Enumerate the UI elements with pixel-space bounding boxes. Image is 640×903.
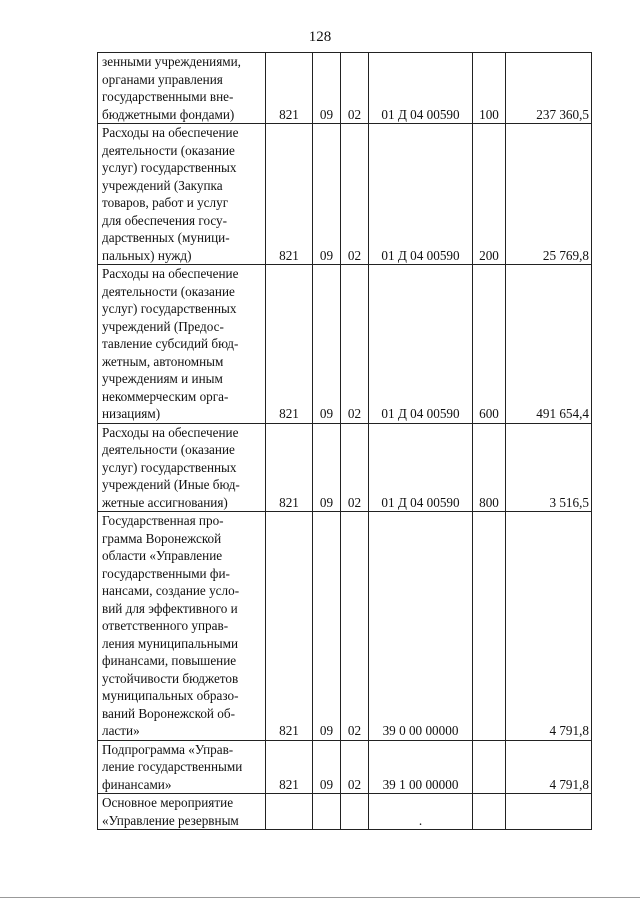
- target-article-cell: 01 Д 04 00590: [369, 265, 473, 424]
- description-line: Государственная про-: [102, 513, 224, 528]
- subsection-code-cell: 02: [341, 265, 369, 424]
- row-description: [98, 512, 266, 741]
- page-number: 128: [308, 29, 332, 45]
- subsection-code-cell: 02: [341, 124, 369, 265]
- target-article-cell: 39 1 00 00000: [369, 740, 473, 794]
- description-line: услуг) государственных: [102, 459, 237, 475]
- description-line: Расходы на обеспечение: [102, 266, 239, 281]
- ministry-code-cell: 821: [266, 423, 313, 512]
- description-line: низациям): [102, 406, 161, 421]
- subsection-code-cell: [341, 794, 369, 830]
- ministry-code-cell: 821: [266, 740, 313, 794]
- target-article-cell: .: [369, 794, 473, 830]
- description-line: государственными фи-: [102, 565, 230, 581]
- table-row: [98, 423, 592, 512]
- description-line: учреждений (Иные бюд-: [102, 477, 240, 492]
- description-line: жетные ассигнования): [102, 494, 228, 510]
- amount-cell: [506, 794, 592, 830]
- row-description: [98, 740, 266, 794]
- description-line: государственными вне-: [102, 89, 234, 104]
- description-line: услуг) государственных: [102, 301, 237, 316]
- description-line: грамма Воронежской: [102, 530, 222, 546]
- description-line: финансами, повышение: [102, 653, 237, 668]
- table-row: [98, 740, 592, 794]
- table-row: [98, 794, 592, 830]
- description-line: бюджетными фондами): [102, 106, 235, 122]
- description-line: для обеспечения госу-: [102, 212, 228, 228]
- description-line: ответственного управ-: [102, 618, 229, 633]
- amount-cell: 4 791,8: [506, 512, 592, 741]
- table-row: [98, 512, 592, 741]
- description-line: деятельности (оказание: [102, 142, 235, 158]
- section-code-cell: 09: [313, 512, 341, 741]
- ministry-code-cell: 821: [266, 265, 313, 424]
- amount-cell: 3 516,5: [506, 423, 592, 512]
- description-line: Подпрограмма «Управ-: [102, 741, 234, 757]
- table-row: [98, 265, 592, 424]
- description-line: Основное мероприятие: [102, 795, 234, 810]
- description-line: пальных) нужд): [102, 247, 192, 263]
- budget-table-body: [98, 53, 592, 830]
- section-code-cell: 09: [313, 740, 341, 794]
- description-line: учреждениям и иным: [102, 371, 223, 386]
- section-code-cell: 09: [313, 124, 341, 265]
- ministry-code-cell: 821: [266, 124, 313, 265]
- row-description: [98, 124, 266, 265]
- subsection-code-cell: 02: [341, 423, 369, 512]
- amount-cell: 25 769,8: [506, 124, 592, 265]
- section-code-cell: [313, 794, 341, 830]
- subsection-code-cell: 02: [341, 512, 369, 741]
- section-code-cell: 09: [313, 423, 341, 512]
- description-line: ласти»: [102, 723, 140, 738]
- row-description: [98, 265, 266, 424]
- description-line: ления муниципальными: [102, 635, 239, 651]
- description-line: услуг) государственных: [102, 160, 237, 175]
- description-line: ваний Воронежской об-: [102, 705, 235, 721]
- target-article-cell: 01 Д 04 00590: [369, 124, 473, 265]
- description-line: некоммерческим орга-: [102, 388, 229, 404]
- description-line: муниципальных образо-: [102, 688, 239, 703]
- description-line: зенными учреждениями,: [102, 54, 241, 69]
- expense-kind-cell: [473, 512, 506, 741]
- description-line: деятельности (оказание: [102, 442, 235, 457]
- table-row: [98, 53, 592, 124]
- description-line: тавление субсидий бюд-: [102, 336, 239, 351]
- table-row: [98, 124, 592, 265]
- expense-kind-cell: 800: [473, 423, 506, 512]
- ministry-code-cell: [266, 794, 313, 830]
- target-article-cell: 01 Д 04 00590: [369, 53, 473, 124]
- description-line: товаров, работ и услуг: [102, 195, 229, 210]
- description-line: учреждений (Предос-: [102, 318, 224, 334]
- description-line: вий для эффективного и: [102, 600, 238, 616]
- expense-kind-cell: 100: [473, 53, 506, 124]
- description-line: «Управление резервным: [102, 812, 239, 828]
- description-line: финансами»: [102, 776, 172, 792]
- description-line: жетным, автономным: [102, 353, 224, 369]
- row-description: [98, 53, 266, 124]
- description-line: ление государственными: [102, 759, 243, 774]
- section-code-cell: 09: [313, 53, 341, 124]
- amount-cell: 237 360,5: [506, 53, 592, 124]
- expense-kind-cell: [473, 794, 506, 830]
- description-line: деятельности (оказание: [102, 283, 235, 299]
- subsection-code-cell: 02: [341, 53, 369, 124]
- section-code-cell: 09: [313, 265, 341, 424]
- description-line: нансами, создание усло-: [102, 583, 240, 598]
- target-article-cell: 39 0 00 00000: [369, 512, 473, 741]
- expense-kind-cell: 200: [473, 124, 506, 265]
- description-line: учреждений (Закупка: [102, 177, 223, 193]
- description-line: устойчивости бюджетов: [102, 670, 239, 686]
- description-line: органами управления: [102, 71, 223, 87]
- description-line: Расходы на обеспечение: [102, 424, 239, 440]
- expense-kind-cell: [473, 740, 506, 794]
- row-description: [98, 423, 266, 512]
- description-line: области «Управление: [102, 548, 223, 563]
- description-line: Расходы на обеспечение: [102, 125, 239, 140]
- row-description: [98, 794, 266, 830]
- ministry-code-cell: 821: [266, 512, 313, 741]
- amount-cell: 491 654,4: [506, 265, 592, 424]
- footer-rule: [0, 897, 640, 898]
- description-line: дарственных (муници-: [102, 230, 230, 245]
- expense-kind-cell: 600: [473, 265, 506, 424]
- budget-table: [97, 52, 592, 830]
- amount-cell: 4 791,8: [506, 740, 592, 794]
- subsection-code-cell: 02: [341, 740, 369, 794]
- target-article-cell: 01 Д 04 00590: [369, 423, 473, 512]
- ministry-code-cell: 821: [266, 53, 313, 124]
